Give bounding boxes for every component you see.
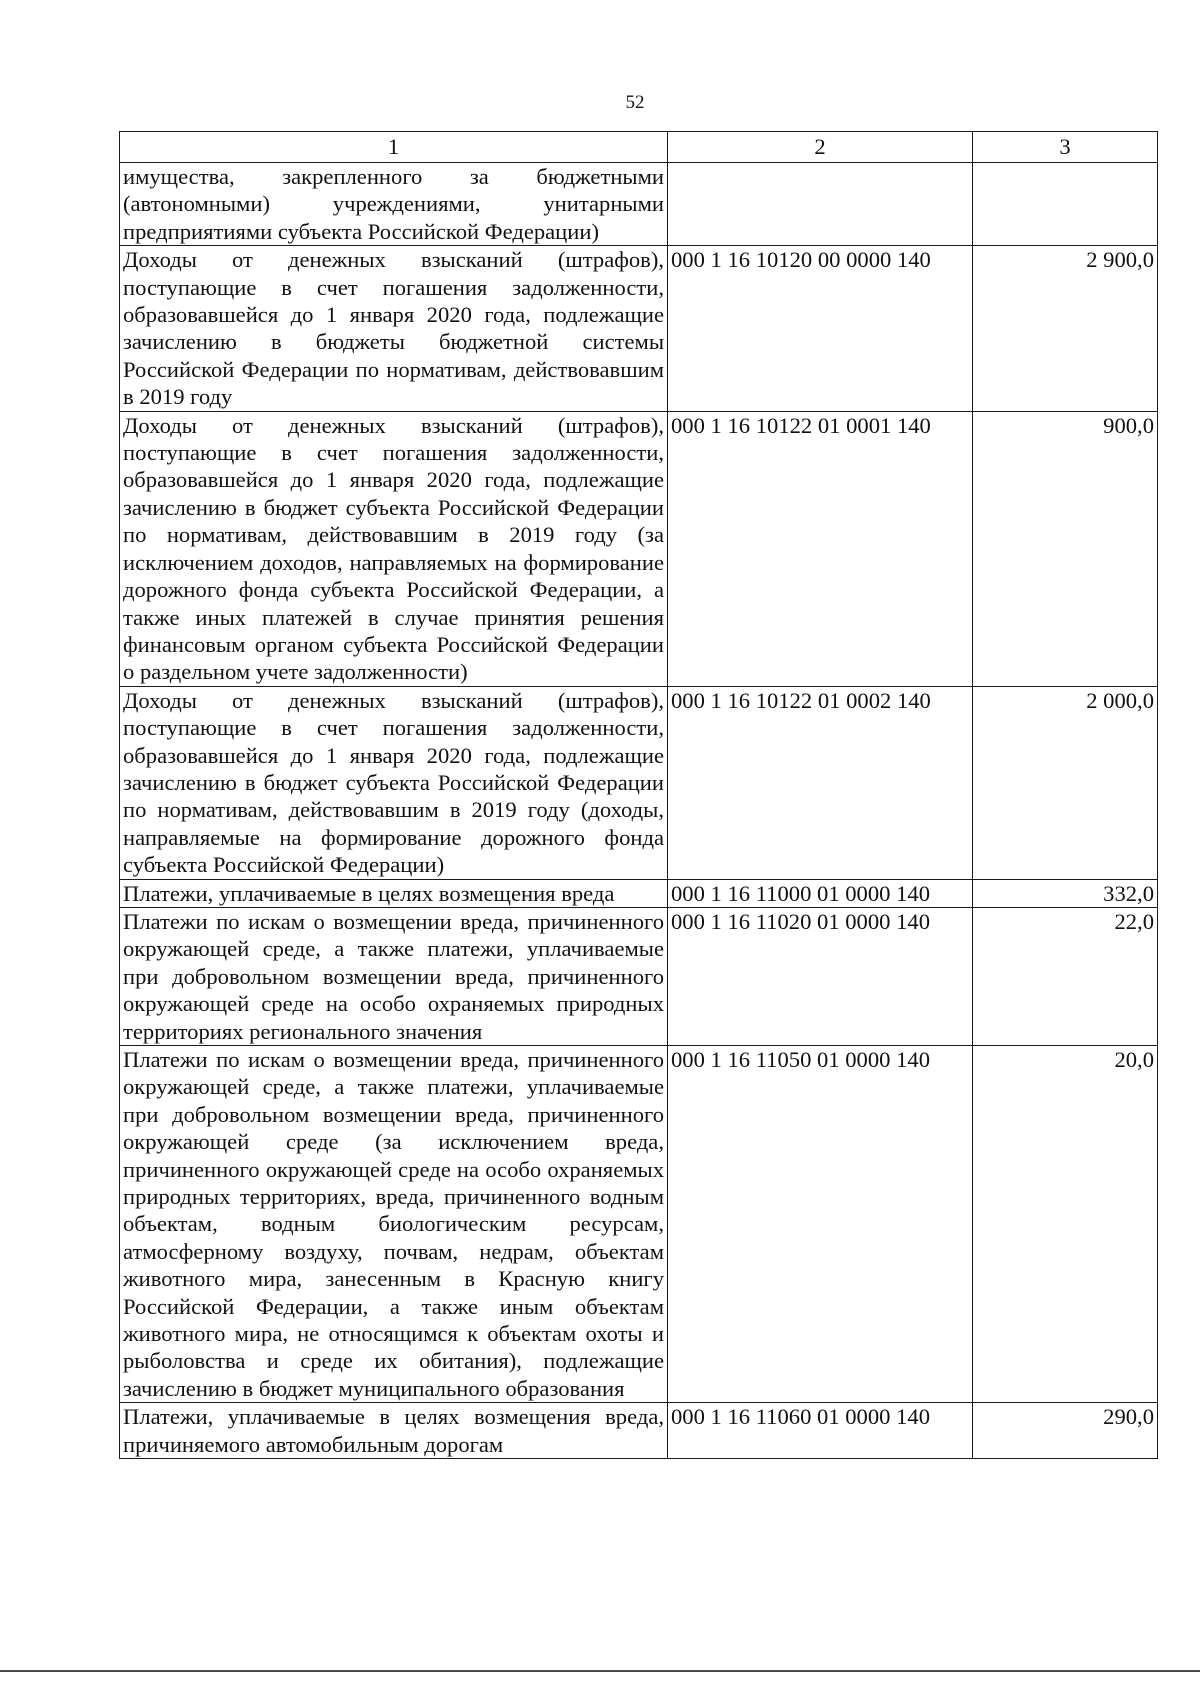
revenue-amount-cell: 20,0 xyxy=(973,1046,1158,1403)
revenue-amount-cell: 2 900,0 xyxy=(973,246,1158,411)
revenue-name-cell: Платежи по искам о возмещении вреда, причиненного окружающей среде, а также платежи, уплачиваемые при добровольном возмещении вреда, причиненного окружающей среде на особо охраняемых природных территориях регионального значения xyxy=(120,907,668,1045)
column-header-name: 1 xyxy=(120,132,668,163)
table-row xyxy=(120,246,1158,411)
table-row xyxy=(120,163,1158,246)
revenue-name-cell: Платежи, уплачиваемые в целях возмещения вреда, причиняемого автомобильным дорогам xyxy=(120,1403,668,1459)
revenue-name-cell: Доходы от денежных взысканий (штрафов), поступающие в счет погашения задолженности, образовавшейся до 1 января 2020 года, подлежащие зачислению в бюджеты бюджетной системы Российской Федерации по нормативам, действовавшим в 2019 году xyxy=(120,246,668,411)
scan-edge-divider xyxy=(0,1670,1200,1672)
revenue-name-cell: Платежи по искам о возмещении вреда, причиненного окружающей среде, а также платежи, уплачиваемые при добровольном возмещении вреда, причиненного окружающей среде (за исключением вреда, причиненного окружающей среде на особо охраняемых природных территориях, вреда, причиненного водным объектам, водным биологическим ресурсам, атмосферному воздуху, почвам, недрам, объектам животного мира, занесенным в Красную книгу Российской Федерации, а также иным объектам животного мира, не относящимся к объектам охоты и рыболовства и среде их обитания), подлежащие зачислению в бюджет муниципального образования xyxy=(120,1046,668,1403)
revenue-amount-cell xyxy=(973,163,1158,246)
revenue-amount-cell: 22,0 xyxy=(973,907,1158,1045)
table-row xyxy=(120,411,1158,686)
revenue-code-cell: 000 1 16 10122 01 0002 140 xyxy=(668,686,973,879)
revenue-code-cell: 000 1 16 11000 01 0000 140 xyxy=(668,879,973,907)
table-row xyxy=(120,686,1158,879)
revenue-name-cell: имущества, закрепленного за бюджетными (автономными) учреждениями, унитарными предприятиями субъекта Российской Федерации) xyxy=(120,163,668,246)
table-row xyxy=(120,1403,1158,1459)
revenue-name-cell: Доходы от денежных взысканий (штрафов), поступающие в счет погашения задолженности, образовавшейся до 1 января 2020 года, подлежащие зачислению в бюджет субъекта Российской Федерации по нормативам, действовавшим в 2019 году (за исключением доходов, направляемых на формирование дорожного фонда субъекта Российской Федерации, а также иных платежей в случае принятия решения финансовым органом субъекта Российской Федерации о раздельном учете задолженности) xyxy=(120,411,668,686)
revenue-name-cell: Платежи, уплачиваемые в целях возмещения вреда xyxy=(120,879,668,907)
table-row xyxy=(120,907,1158,1045)
column-header-code: 2 xyxy=(668,132,973,163)
column-header-amount: 3 xyxy=(973,132,1158,163)
revenue-code-cell: 000 1 16 11020 01 0000 140 xyxy=(668,907,973,1045)
table-row xyxy=(120,879,1158,907)
revenue-code-cell: 000 1 16 11050 01 0000 140 xyxy=(668,1046,973,1403)
revenue-code-cell xyxy=(668,163,973,246)
revenue-name-cell: Доходы от денежных взысканий (штрафов), поступающие в счет погашения задолженности, образовавшейся до 1 января 2020 года, подлежащие зачислению в бюджет субъекта Российской Федерации по нормативам, действовавшим в 2019 году (доходы, направляемые на формирование дорожного фонда субъекта Российской Федерации) xyxy=(120,686,668,879)
revenue-amount-cell: 900,0 xyxy=(973,411,1158,686)
revenue-table xyxy=(119,131,1158,1459)
revenue-code-cell: 000 1 16 11060 01 0000 140 xyxy=(668,1403,973,1459)
revenue-amount-cell: 332,0 xyxy=(973,879,1158,907)
revenue-amount-cell: 290,0 xyxy=(973,1403,1158,1459)
table-header-row xyxy=(120,132,1158,163)
revenue-amount-cell: 2 000,0 xyxy=(973,686,1158,879)
table-row xyxy=(120,1046,1158,1403)
page-number: 52 xyxy=(625,92,645,113)
revenue-code-cell: 000 1 16 10120 00 0000 140 xyxy=(668,246,973,411)
revenue-code-cell: 000 1 16 10122 01 0001 140 xyxy=(668,411,973,686)
